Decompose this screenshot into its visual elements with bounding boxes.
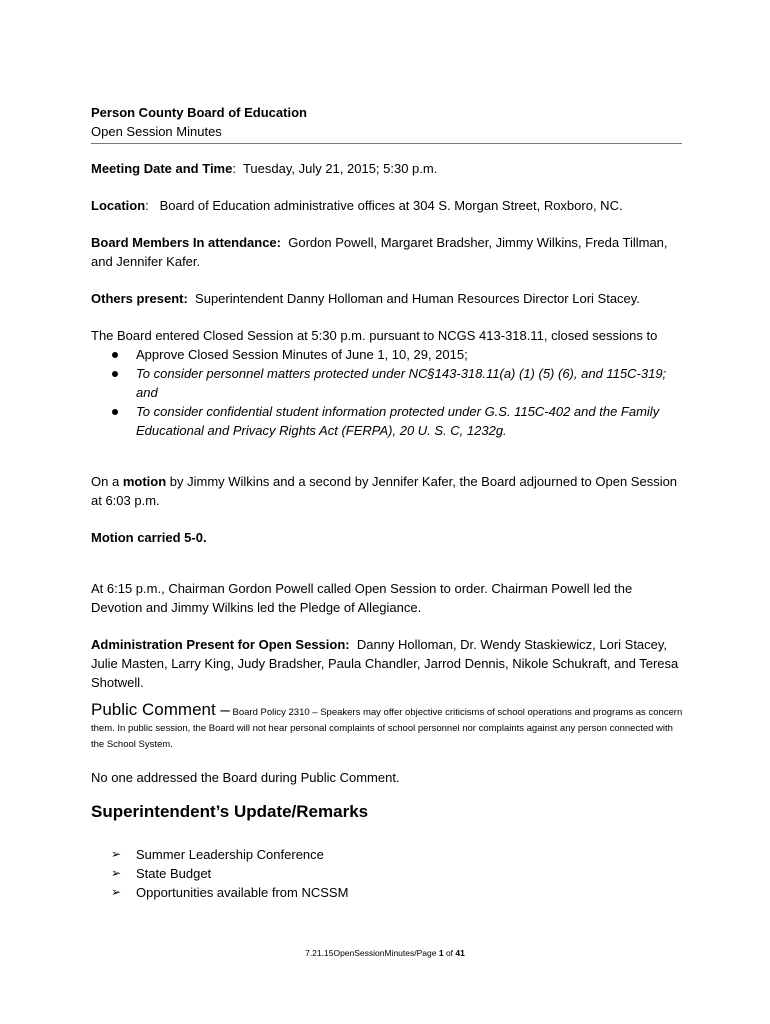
superintendent-list: [91, 845, 683, 902]
footer-page-number: 1: [438, 948, 444, 958]
others-present-label: Others present:: [91, 291, 188, 306]
bullet-icon: [112, 371, 118, 377]
superintendent-heading: Superintendent’s Update/Remarks: [91, 802, 369, 821]
public-comment-heading: Public Comment –: [91, 700, 230, 719]
administration-label: Administration Present for Open Session:: [91, 637, 350, 652]
list-item: ➢ Opportunities available from NCSSM: [111, 885, 349, 900]
list-item: ➢ Summer Leadership Conference: [111, 847, 324, 862]
open-session-paragraph: At 6:15 p.m., Chairman Gordon Powell called Open Session to order. Chairman Powell led the Devotion and Jimmy Wilkins led the Pledge of Allegiance.: [91, 581, 633, 615]
others-present-value: Superintendent Danny Holloman and Human Resources Director Lori Stacey.: [195, 291, 640, 306]
meeting-date-line: Meeting Date and Time: Tuesday, July 21, 2015; 5:30 p.m.: [91, 161, 438, 176]
location-value: Board of Education administrative offices at 304 S. Morgan Street, Roxboro, NC.: [159, 198, 623, 213]
list-item: To consider personnel matters protected under NC§143-318.11(a) (1) (5) (6), and 115C-319; and: [91, 364, 683, 402]
list-item: Approve Closed Session Minutes of June 1, 10, 29, 2015;: [91, 345, 683, 364]
meeting-date-value: Tuesday, July 21, 2015; 5:30 p.m.: [242, 161, 438, 176]
list-item: To consider confidential student information protected under G.S. 115C-402 and the Family Educational and Privacy Rights Act (FERPA), 20 U. S. C, 1232g.: [91, 402, 683, 440]
footer-page-total: 41: [455, 948, 465, 958]
location-label: Location: [91, 198, 146, 213]
document-subtitle: Open Session Minutes: [91, 124, 222, 139]
document-title: Person County Board of Education: [91, 105, 307, 120]
arrow-bullet-icon: ➢: [111, 885, 122, 899]
board-members-value: Gordon Powell, Margaret Bradsher, Jimmy Wilkins, Freda Tillman, and Jennifer Kafer.: [91, 235, 668, 269]
motion-word: motion: [122, 474, 167, 489]
arrow-bullet-icon: ➢: [111, 866, 122, 880]
closed-session-intro: The Board entered Closed Session at 5:30 p.m. pursuant to NCGS 413-318.11, closed sessions to: [91, 328, 658, 343]
board-members-label: Board Members In attendance:: [91, 235, 281, 250]
administration-line: [91, 635, 683, 692]
page-footer: 7.21.15OpenSessionMinutes/Page 1 of 41: [305, 948, 465, 958]
public-comment-policy: Board Policy 2310 – Speakers may offer objective criticisms of school operations and programs as concern them. In public session, the Board will not hear personal complaints of school personnel nor complaints against any person connected with the School System.: [91, 707, 683, 750]
header-rule: [91, 143, 682, 144]
motion-paragraph: On a motion by Jimmy Wilkins and a second by Jennifer Kafer, the Board adjourned to Open Session at 6:03 p.m.: [91, 474, 678, 508]
others-present-line: [91, 289, 683, 308]
board-members-line: [91, 233, 683, 271]
bullet-icon: [112, 352, 118, 358]
list-item: ➢ State Budget: [111, 866, 212, 881]
document-page: [91, 103, 683, 902]
bullet-icon: [112, 409, 118, 415]
administration-value: Danny Holloman, Dr. Wendy Staskiewicz, Lori Stacey, Julie Masten, Larry King, Judy Bradsher, Paula Chandler, Jarrod Dennis, Nikole Schukraft, and Teresa Shotwell.: [91, 637, 679, 690]
arrow-bullet-icon: ➢: [111, 847, 122, 861]
meeting-date-label: Meeting Date and Time: [91, 161, 233, 176]
public-comment-section: [91, 702, 683, 753]
location-line: Location: Board of Education administrative offices at 304 S. Morgan Street, Roxboro, NC.: [91, 198, 623, 213]
closed-session-list: [91, 345, 683, 440]
public-comment-note: No one addressed the Board during Public Comment.: [91, 770, 400, 785]
motion-result: Motion carried 5-0.: [91, 530, 207, 545]
